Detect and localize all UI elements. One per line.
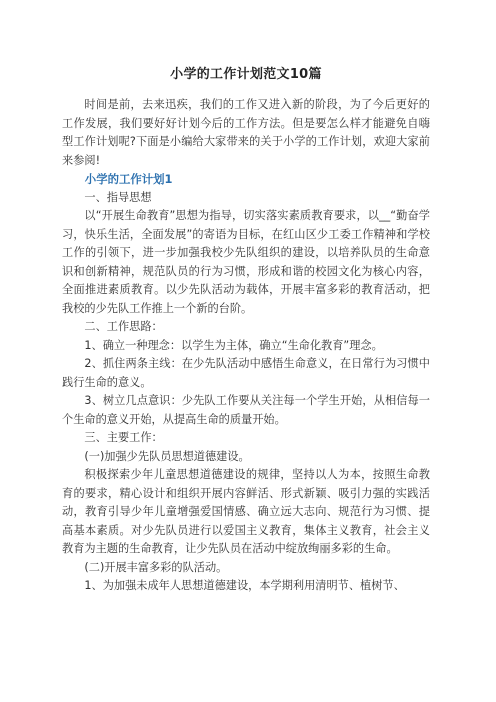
paragraph-approach-1: 1、确立一种理念：以学生为主体，确立“生命化教育”理念。 [84,338,383,352]
document-title: 小学的工作计划范文10篇 [170,67,322,82]
paragraph-activities-1: 1、为加强未成年人思想道德建设，本学期利用清明节、植树节、 [84,579,405,592]
intro-paragraph: 时间是前，去来迅疾，我们的工作又进入新的阶段，为了今后更好的工作发展，我们要好好计划今后的工作方法。但是要怎么样才能避免自嗨型工作计划呢?下面是小编给大家带来的关于小学的工作计划，欢迎大家前来参阅! [62,98,430,167]
paragraph-work-approach-heading: 二、工作思路： [84,320,163,333]
paragraph-approach-2: 2、抓住两条主线：在少先队活动中感悟生命意义，在日常行为习惯中践行生命的意义。 [62,357,430,389]
paragraph-subheading-1: (一)加强少先队员思想道德建设。 [84,449,250,463]
section-heading: 小学的工作计划1 [84,172,173,186]
paragraph-moral-education: 积极探索少年儿童思想道德建设的规律，坚持以人为本，按照生命教育的要求，精心设计和组织开展内容鲜活、形式新颖、吸引力强的实践活动，教育引导少年儿童增强爱国情感、确立远大志向、规范行为习惯、提高基本素质。对少先队员进行以爱国主义教育，集体主义教育，社会主义教育为主题的生命教育，让少先队员在活动中绽放绚丽多彩的生命。 [62,468,430,555]
paragraph-guiding-idea: 以“开展生命教育”思想为指导，切实落实素质教育要求，以__“勤奋学习，快乐生活，全面发展”的寄语为目标，在红山区少工委工作精神和学校工作的引领下，进一步加强我校少先队组织的建设，以培养队员的生命意识和创新精神，规范队员的行为习惯，形成和谐的校园文化为核心内容，全面推进素质教育。以少先队活动为载体，开展丰富多彩的教育活动，把我校的少先队工作推上一个新的台阶。 [62,209,430,315]
paragraph-guiding-idea-heading: 一、指导思想 [84,190,152,204]
paragraph-approach-3: 3、树立几点意识：少先队工作要从关注每一个学生开始，从相信每一个生命的意义开始，从提高生命的质量开始。 [62,394,430,426]
paragraph-subheading-2: (二)开展丰富多彩的队活动。 [84,560,228,574]
paragraph-main-work-heading: 三、主要工作： [84,431,163,444]
